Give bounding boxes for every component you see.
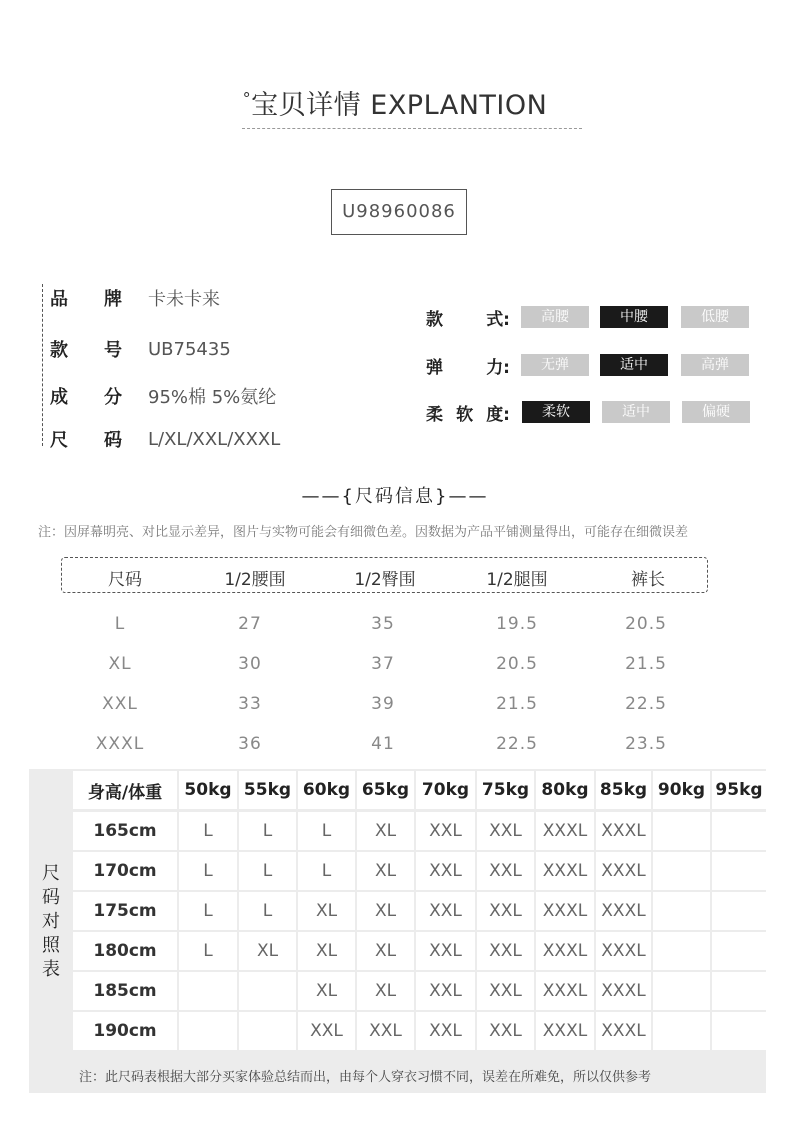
attribute-label: 款 式: [426,309,510,330]
size-table-cell: 30 [238,654,262,674]
product-code: U98960086 [331,189,467,235]
info-value: UB75435 [148,338,231,360]
size-table-cell: XXL [102,694,138,714]
height-label: 170cm [73,852,177,890]
corner-header: 身高/体重 [73,771,177,809]
info-key: 款 号 [50,340,122,361]
fit-size-cell [712,932,766,970]
fit-size-cell [653,892,710,930]
attribute-option: 高弹 [681,354,749,376]
fit-size-cell: XXL [477,812,534,850]
size-table-cell: 35 [371,614,395,634]
fit-size-cell: XXL [477,892,534,930]
info-value: 95%棉 5%氨纶 [148,387,277,408]
weight-header: 55kg [239,771,296,809]
size-table-cell: 23.5 [625,734,667,754]
fit-size-cell: XXL [477,1012,534,1050]
fit-size-cell: XXL [477,972,534,1010]
info-row-sizes [50,424,280,454]
info-value: 卡未卡来 [148,289,220,310]
fit-size-cell [712,892,766,930]
side-label-char: 尺 [42,863,60,884]
fit-size-cell: XXL [298,1012,355,1050]
height-label: 175cm [73,892,177,930]
height-label: 180cm [73,932,177,970]
size-table-cell: 21.5 [496,694,538,714]
weight-header: 95kg [712,771,766,809]
fit-size-cell: XXL [416,932,475,970]
title-text: 宝贝详情 EXPLANTION [251,90,548,121]
attribute-option: 无弹 [521,354,589,376]
fit-size-cell [239,972,296,1010]
info-key: 品 牌 [50,289,122,310]
fit-size-cell: XXXL [596,852,651,890]
fit-size-cell: XL [357,972,414,1010]
attribute-option: 偏硬 [682,401,750,423]
side-label-char: 表 [42,959,60,980]
attribute-option: 适中 [602,401,670,423]
fit-size-cell [712,972,766,1010]
attribute-row [426,401,516,423]
size-table-cell: 21.5 [625,654,667,674]
title-mark: ° [242,89,252,108]
fit-size-cell: XXL [416,852,475,890]
height-label: 165cm [73,812,177,850]
title-divider [242,128,582,129]
height-label: 185cm [73,972,177,1010]
fit-size-cell: L [179,932,237,970]
weight-header: 90kg [653,771,710,809]
weight-header: 80kg [536,771,594,809]
size-column-header: 1/2腿围 [486,570,548,590]
weight-header: 65kg [357,771,414,809]
fit-size-cell: XXXL [596,972,651,1010]
size-column-header: 尺码 [108,570,142,590]
fit-size-cell: L [179,852,237,890]
fit-size-cell: XXXL [596,812,651,850]
fit-size-cell: XL [298,972,355,1010]
fit-size-cell: L [239,892,296,930]
fit-size-cell: XL [357,852,414,890]
fit-size-cell: XXL [416,1012,475,1050]
fit-size-cell [653,972,710,1010]
size-table-cell: L [114,614,126,634]
fit-size-cell: XXXL [596,1012,651,1050]
fit-chart-header-row [73,771,766,809]
size-table-cell: 36 [238,734,262,754]
size-table-cell: 33 [238,694,262,714]
fit-chart-row [73,812,766,850]
size-table-cell: 27 [238,614,262,634]
fit-size-cell: XXXL [536,972,594,1010]
fit-size-cell: XL [239,932,296,970]
fit-size-cell: XXXL [596,892,651,930]
info-row-style-no [50,334,231,364]
height-label: 190cm [73,1012,177,1050]
size-table-cell: XXXL [95,734,145,754]
fit-size-cell: XXL [477,852,534,890]
fit-size-cell: L [179,812,237,850]
fit-size-cell: XL [298,892,355,930]
info-key: 成 分 [50,387,122,408]
fit-size-cell: XXL [416,972,475,1010]
fit-size-cell: XXXL [536,812,594,850]
fit-chart-row [73,1012,766,1050]
info-divider [42,284,43,446]
fit-size-cell: XXL [357,1012,414,1050]
fit-chart-row [73,932,766,970]
size-table-cell: 39 [371,694,395,714]
fit-chart-row [73,972,766,1010]
fit-size-cell: XXL [416,812,475,850]
attribute-label: 柔 软 度: [426,404,510,425]
page-title [0,83,790,122]
info-row-material [50,381,276,411]
size-column-header: 1/2臀围 [354,570,416,590]
size-table-cell: 22.5 [625,694,667,714]
attribute-option: 中腰 [600,306,668,328]
attribute-label: 弹 力: [426,357,510,378]
attribute-option: 适中 [600,354,668,376]
fit-size-cell: XXXL [536,892,594,930]
attribute-option: 低腰 [681,306,749,328]
info-key: 尺 码 [50,430,122,451]
fit-size-cell: L [298,852,355,890]
fit-size-cell: XL [357,892,414,930]
size-column-header: 裤长 [631,570,665,590]
fit-size-cell: XXXL [536,1012,594,1050]
side-label-char: 照 [42,935,60,956]
size-section-heading: ——{尺码信息}—— [301,486,489,507]
fit-size-cell: L [239,812,296,850]
weight-header: 75kg [477,771,534,809]
fit-chart-side-label [40,862,62,982]
fit-chart-note: 注：此尺码表根据大部分买家体验总结而出，由每个人穿衣习惯不同，误差在所难免，所以仅供参考 [79,1070,652,1085]
fit-size-cell: XL [357,812,414,850]
fit-size-cell: XXXL [536,852,594,890]
fit-size-cell [712,1012,766,1050]
size-table-cell: 19.5 [496,614,538,634]
info-value: L/XL/XXL/XXXL [148,428,281,450]
fit-size-cell [712,812,766,850]
fit-size-cell [653,812,710,850]
fit-size-cell [179,972,237,1010]
fit-size-cell: L [239,852,296,890]
weight-header: 60kg [298,771,355,809]
size-table-cell: 20.5 [496,654,538,674]
size-table-cell: XL [108,654,132,674]
attribute-option: 柔软 [522,401,590,423]
fit-chart-row [73,852,766,890]
fit-size-cell [653,1012,710,1050]
weight-header: 70kg [416,771,475,809]
fit-size-cell: XL [357,932,414,970]
fit-chart-row [73,892,766,930]
size-table-cell: 22.5 [496,734,538,754]
weight-header: 50kg [179,771,237,809]
size-column-header: 1/2腰围 [224,570,286,590]
fit-size-cell: L [298,812,355,850]
fit-size-cell [712,852,766,890]
size-table-cell: 41 [371,734,395,754]
attribute-row [426,354,516,376]
fit-size-cell: XXL [477,932,534,970]
info-row-brand [50,283,220,313]
attribute-row [426,306,516,328]
size-note: 注：因屏幕明亮、对比显示差异，图片与实物可能会有细微色差。因数据为产品平铺测量得出，可能存在细微误差 [38,525,689,540]
fit-size-cell [653,852,710,890]
fit-size-cell: XL [298,932,355,970]
fit-size-cell [653,932,710,970]
size-table-cell: 20.5 [625,614,667,634]
fit-size-cell [179,1012,237,1050]
fit-size-cell: XXXL [596,932,651,970]
fit-size-cell: L [179,892,237,930]
fit-size-cell: XXL [416,892,475,930]
side-label-char: 码 [42,887,60,908]
fit-size-cell [239,1012,296,1050]
weight-header: 85kg [596,771,651,809]
attribute-option: 高腰 [521,306,589,328]
fit-size-cell: XXXL [536,932,594,970]
side-label-char: 对 [42,911,60,932]
size-table-cell: 37 [371,654,395,674]
